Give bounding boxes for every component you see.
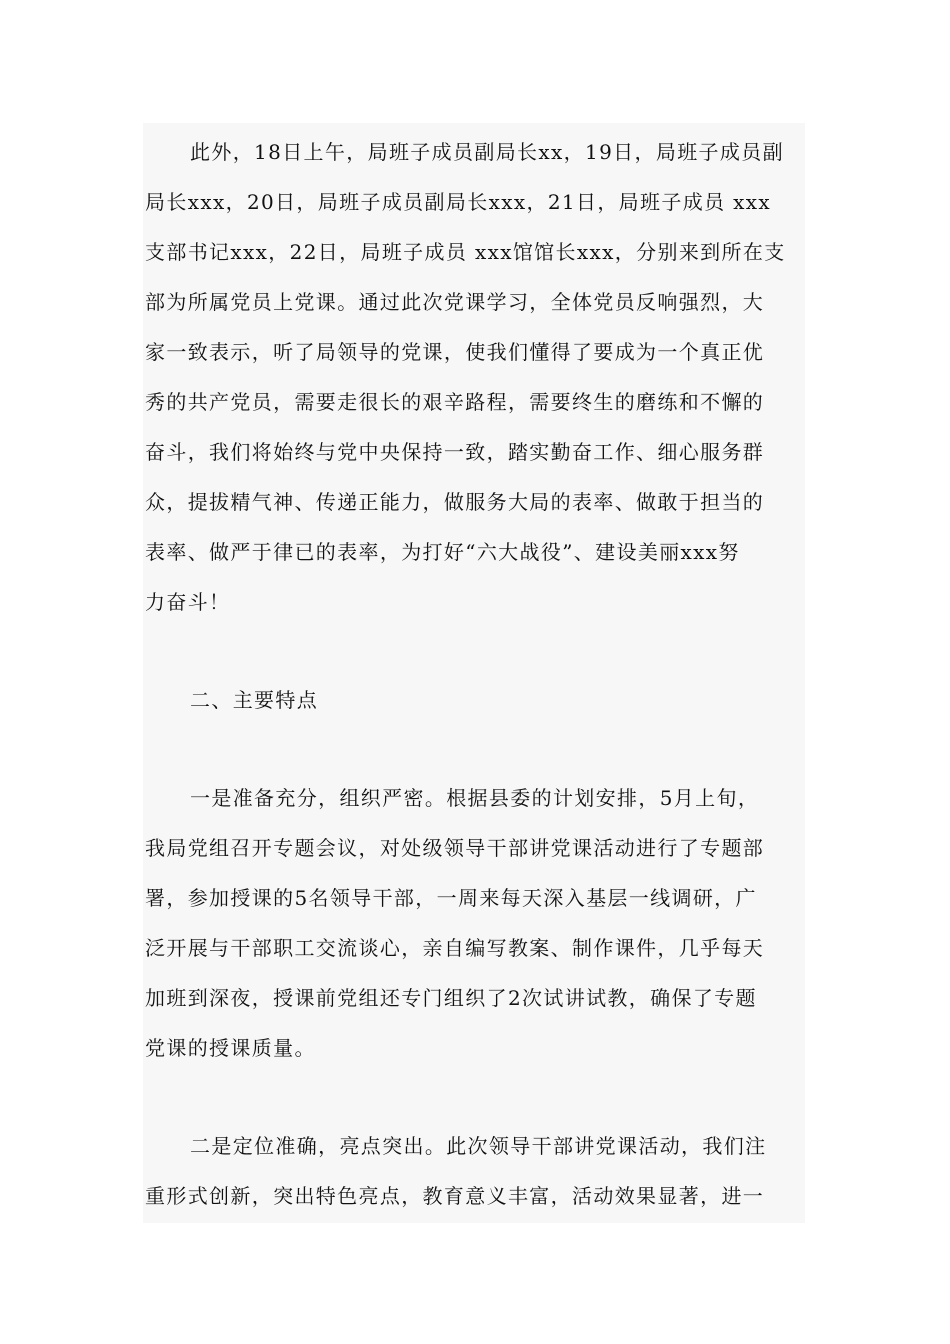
- paragraph-1-line-7: 奋斗，我们将始终与党中央保持一致，踏实勤奋工作、细心服务群: [145, 440, 765, 464]
- paragraph-1-line-6: 秀的共产党员，需要走很长的艰辛路程，需要终生的磨练和不懈的: [145, 390, 765, 414]
- paragraph-3-line-2: 我局党组召开专题会议，对处级领导干部讲党课活动进行了专题部: [145, 836, 765, 860]
- section-heading: 二、主要特点: [190, 688, 319, 712]
- paragraph-1-line-8: 众，提拔精气神、传递正能力，做服务大局的表率、做敢于担当的: [145, 490, 765, 514]
- paragraph-1-line-3: 支部书记xxx，22日，局班子成员 xxx馆馆长xxx，分别来到所在支: [145, 240, 786, 264]
- paragraph-4-line-1: 二是定位准确，亮点突出。此次领导干部讲党课活动，我们注: [190, 1134, 767, 1158]
- paragraph-3-line-3: 署，参加授课的5名领导干部，一周来每天深入基层一线调研，广: [145, 886, 757, 910]
- paragraph-1-line-5: 家一致表示，听了局领导的党课，使我们懂得了要成为一个真正优: [145, 340, 765, 364]
- paragraph-3-line-6: 党课的授课质量。: [145, 1036, 316, 1060]
- paragraph-1-line-9: 表率、做严于律已的表率，为打好“六大战役”、建设美丽xxx努: [145, 540, 740, 564]
- paragraph-3-line-5: 加班到深夜，授课前党组还专门组织了2次试讲试教，确保了专题: [145, 986, 757, 1010]
- paragraph-3-line-4: 泛开展与干部职工交流谈心，亲自编写教案、制作课件，几乎每天: [145, 936, 765, 960]
- paragraph-4-line-2: 重形式创新，突出特色亮点，教育意义丰富，活动效果显著，进一: [145, 1184, 765, 1208]
- paragraph-1-line-1: 此外，18日上午，局班子成员副局长xx，19日，局班子成员副: [190, 140, 784, 164]
- paragraph-1-line-10: 力奋斗！: [145, 590, 231, 614]
- paragraph-3-line-1: 一是准备充分，组织严密。根据县委的计划安排，5月上旬，: [190, 786, 760, 810]
- paragraph-1-line-2: 局长xxx，20日，局班子成员副局长xxx，21日，局班子成员 xxx: [145, 190, 772, 214]
- paragraph-1-line-4: 部为所属党员上党课。通过此次党课学习，全体党员反响强烈，大: [145, 290, 765, 314]
